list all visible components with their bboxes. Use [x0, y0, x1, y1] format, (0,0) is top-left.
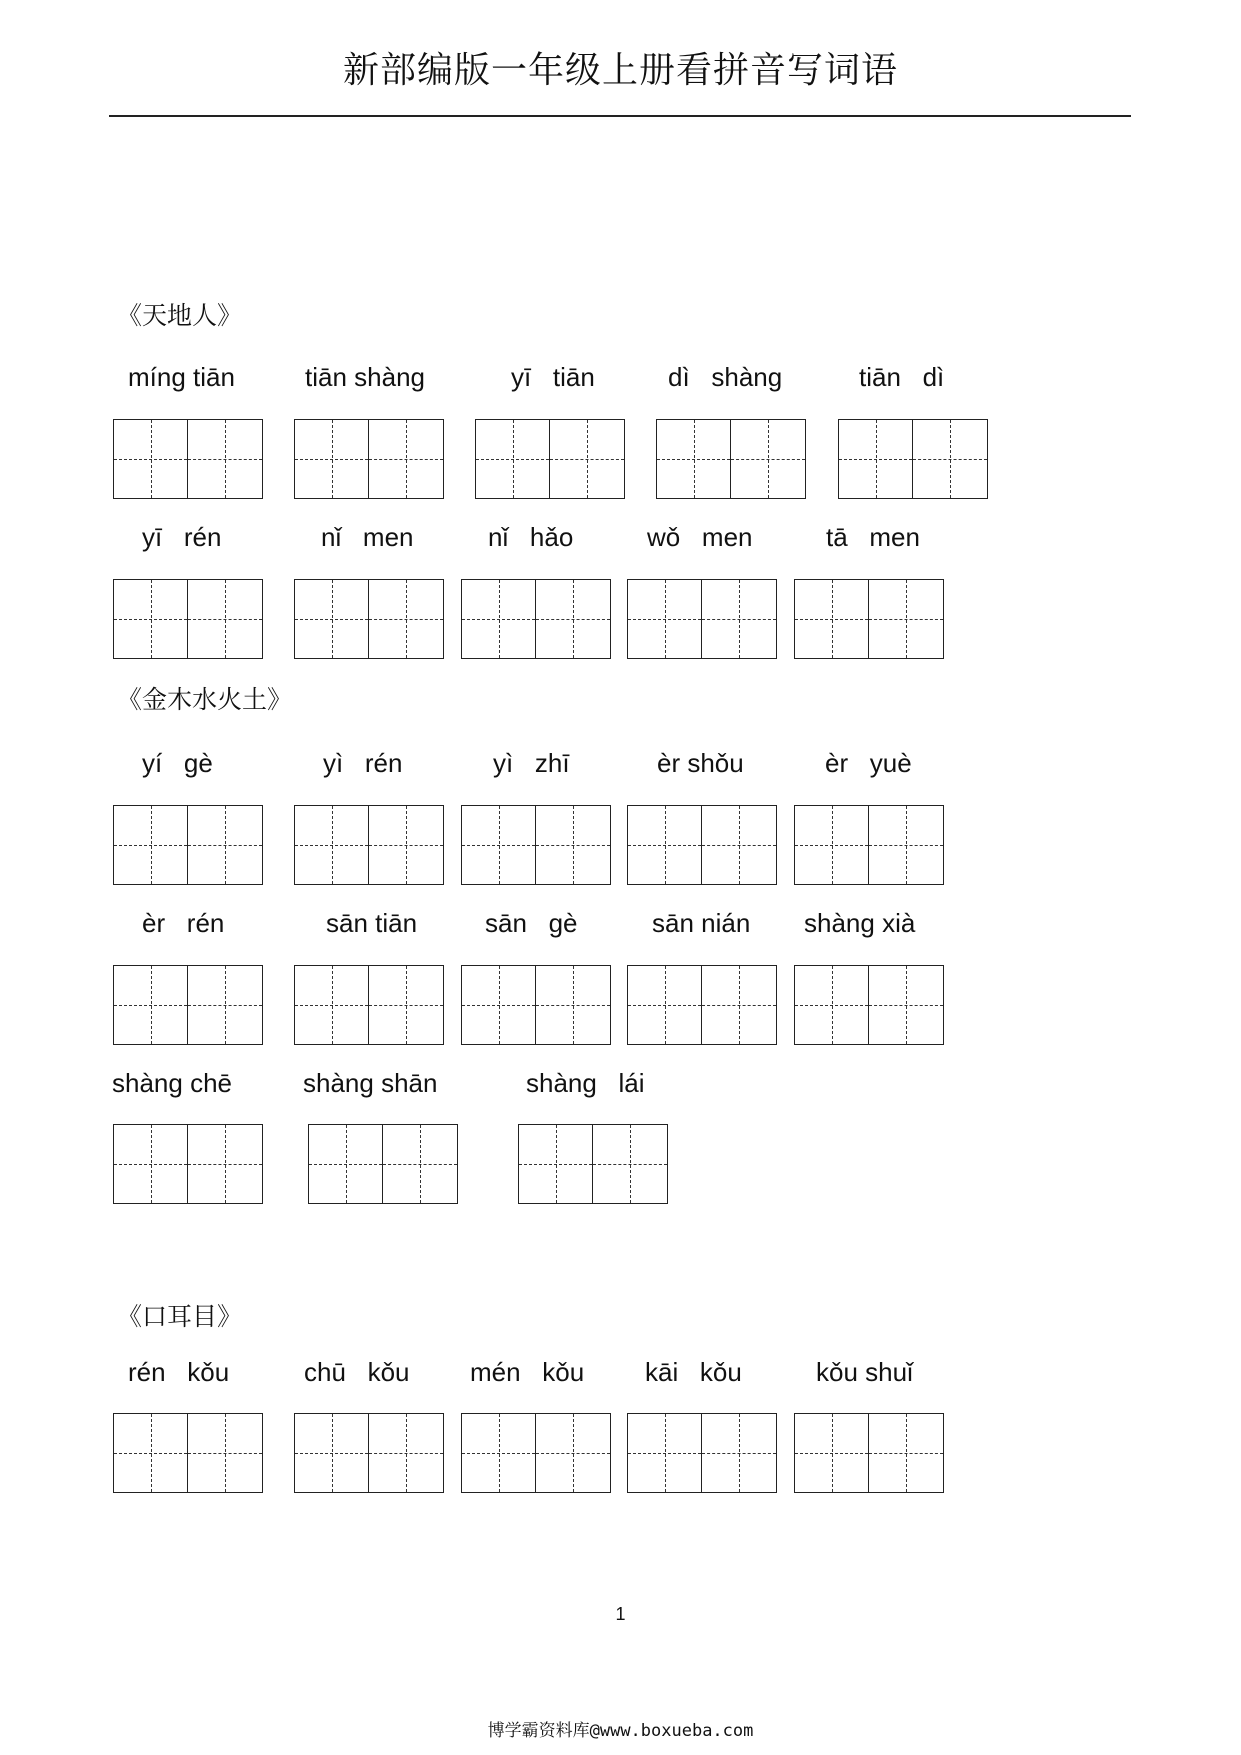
horizontal-guide-line [188, 459, 262, 460]
pinyin-label: wǒ men [647, 522, 753, 552]
horizontal-guide-line [869, 1005, 943, 1006]
horizontal-guide-line [476, 459, 549, 460]
writing-cell[interactable] [114, 1125, 188, 1203]
horizontal-guide-line [369, 619, 443, 620]
horizontal-guide-line [519, 1164, 592, 1165]
pinyin-label: rén kǒu [128, 1357, 230, 1387]
pinyin-label: nǐ men [321, 522, 414, 552]
horizontal-guide-line [309, 1164, 382, 1165]
tianzige-writing-box[interactable] [113, 579, 263, 659]
horizontal-guide-line [628, 619, 701, 620]
horizontal-guide-line [536, 1005, 610, 1006]
horizontal-guide-line [188, 1453, 262, 1454]
tianzige-writing-box[interactable] [838, 419, 988, 499]
tianzige-writing-box[interactable] [461, 965, 611, 1045]
horizontal-guide-line [913, 459, 987, 460]
writing-cell[interactable] [550, 420, 624, 498]
writing-cell[interactable] [295, 420, 369, 498]
pinyin-label: míng tiān [128, 362, 235, 392]
tianzige-writing-box[interactable] [308, 1124, 458, 1204]
writing-cell[interactable] [869, 580, 943, 658]
horizontal-guide-line [188, 1005, 262, 1006]
writing-cell[interactable] [628, 806, 702, 884]
horizontal-guide-line [462, 619, 535, 620]
horizontal-guide-line [628, 845, 701, 846]
pinyin-label: shàng lái [526, 1068, 645, 1098]
writing-cell[interactable] [295, 580, 369, 658]
horizontal-guide-line [702, 1005, 776, 1006]
writing-cell[interactable] [188, 420, 262, 498]
tianzige-writing-box[interactable] [461, 579, 611, 659]
horizontal-guide-line [295, 619, 368, 620]
horizontal-guide-line [114, 845, 187, 846]
horizontal-guide-line [462, 1453, 535, 1454]
horizontal-guide-line [550, 459, 624, 460]
writing-cell[interactable] [628, 966, 702, 1044]
tianzige-writing-box[interactable] [627, 965, 777, 1045]
pinyin-label: shàng xià [804, 908, 916, 938]
writing-cell[interactable] [839, 420, 913, 498]
pinyin-label: yī rén [142, 522, 222, 552]
tianzige-writing-box[interactable] [627, 805, 777, 885]
writing-cell[interactable] [657, 420, 731, 498]
horizontal-guide-line [731, 459, 805, 460]
horizontal-guide-line [795, 1005, 868, 1006]
tianzige-writing-box[interactable] [113, 419, 263, 499]
writing-cell[interactable] [188, 1414, 262, 1492]
horizontal-guide-line [795, 1453, 868, 1454]
section-heading-kouermu: 《口耳目》 [117, 1302, 243, 1331]
horizontal-guide-line [702, 1453, 776, 1454]
writing-cell[interactable] [628, 580, 702, 658]
pinyin-label: yì rén [323, 748, 403, 778]
writing-cell[interactable] [462, 1414, 536, 1492]
tianzige-writing-box[interactable] [294, 1413, 444, 1493]
tianzige-writing-box[interactable] [794, 579, 944, 659]
tianzige-writing-box[interactable] [294, 579, 444, 659]
writing-cell[interactable] [536, 580, 610, 658]
horizontal-guide-line [114, 1164, 187, 1165]
pinyin-label: shàng chē [112, 1068, 232, 1098]
horizontal-guide-line [383, 1164, 457, 1165]
pinyin-label: tiān shàng [305, 362, 425, 392]
horizontal-guide-line [188, 845, 262, 846]
writing-cell[interactable] [114, 1414, 188, 1492]
pinyin-label: èr yuè [825, 748, 912, 778]
section-heading-jinmushuihuotu: 《金木水火土》 [117, 685, 293, 714]
pinyin-label: yí gè [142, 748, 213, 778]
tianzige-writing-box[interactable] [794, 805, 944, 885]
horizontal-guide-line [295, 1453, 368, 1454]
page-number: 1 [615, 1604, 626, 1624]
writing-cell[interactable] [188, 1125, 262, 1203]
writing-cell[interactable] [519, 1125, 593, 1203]
tianzige-writing-box[interactable] [113, 965, 263, 1045]
writing-cell[interactable] [795, 966, 869, 1044]
pinyin-label: dì shàng [668, 362, 783, 392]
writing-cell[interactable] [869, 806, 943, 884]
writing-cell[interactable] [462, 806, 536, 884]
horizontal-guide-line [869, 1453, 943, 1454]
writing-cell[interactable] [702, 580, 776, 658]
horizontal-guide-line [114, 1453, 187, 1454]
horizontal-guide-line [295, 845, 368, 846]
writing-cell[interactable] [795, 806, 869, 884]
horizontal-guide-line [839, 459, 912, 460]
writing-cell[interactable] [702, 966, 776, 1044]
writing-cell[interactable] [795, 580, 869, 658]
pinyin-label: sān gè [485, 908, 578, 938]
tianzige-writing-box[interactable] [294, 965, 444, 1045]
horizontal-guide-line [369, 459, 443, 460]
pinyin-label: yī tiān [511, 362, 595, 392]
writing-cell[interactable] [536, 966, 610, 1044]
horizontal-guide-line [114, 619, 187, 620]
writing-cell[interactable] [593, 1125, 667, 1203]
horizontal-guide-line [869, 845, 943, 846]
tianzige-writing-box[interactable] [461, 805, 611, 885]
title-divider [109, 115, 1131, 117]
writing-cell[interactable] [702, 1414, 776, 1492]
horizontal-guide-line [702, 845, 776, 846]
tianzige-writing-box[interactable] [294, 419, 444, 499]
pinyin-label: sān tiān [326, 908, 418, 938]
tianzige-writing-box[interactable] [518, 1124, 668, 1204]
writing-cell[interactable] [295, 966, 369, 1044]
pinyin-label: yì zhī [493, 748, 570, 778]
horizontal-guide-line [295, 1005, 368, 1006]
writing-cell[interactable] [369, 806, 443, 884]
tianzige-writing-box[interactable] [627, 579, 777, 659]
pinyin-label: chū kǒu [304, 1357, 410, 1387]
section-heading-tiandiren: 《天地人》 [117, 301, 243, 330]
horizontal-guide-line [462, 845, 535, 846]
writing-cell[interactable] [628, 1414, 702, 1492]
horizontal-guide-line [536, 619, 610, 620]
tianzige-writing-box[interactable] [794, 965, 944, 1045]
pinyin-label: kǒu shuǐ [816, 1357, 913, 1387]
tianzige-writing-box[interactable] [113, 1413, 263, 1493]
writing-cell[interactable] [476, 420, 550, 498]
horizontal-guide-line [536, 1453, 610, 1454]
writing-cell[interactable] [702, 806, 776, 884]
horizontal-guide-line [369, 1005, 443, 1006]
writing-cell[interactable] [309, 1125, 383, 1203]
horizontal-guide-line [536, 845, 610, 846]
writing-cell[interactable] [869, 1414, 943, 1492]
tianzige-writing-box[interactable] [113, 1124, 263, 1204]
writing-cell[interactable] [188, 580, 262, 658]
writing-cell[interactable] [295, 1414, 369, 1492]
writing-cell[interactable] [114, 966, 188, 1044]
writing-cell[interactable] [114, 806, 188, 884]
pinyin-label: tiān dì [859, 362, 945, 392]
tianzige-writing-box[interactable] [294, 805, 444, 885]
horizontal-guide-line [114, 459, 187, 460]
tianzige-writing-box[interactable] [475, 419, 625, 499]
writing-cell[interactable] [295, 806, 369, 884]
tianzige-writing-box[interactable] [461, 1413, 611, 1493]
pinyin-label: mén kǒu [470, 1357, 585, 1387]
writing-cell[interactable] [869, 966, 943, 1044]
horizontal-guide-line [295, 459, 368, 460]
pinyin-label: sān nián [652, 908, 751, 938]
pinyin-label: èr shǒu [657, 748, 744, 778]
writing-cell[interactable] [731, 420, 805, 498]
writing-cell[interactable] [462, 580, 536, 658]
pinyin-label: shàng shān [303, 1068, 438, 1098]
horizontal-guide-line [462, 1005, 535, 1006]
writing-cell[interactable] [188, 806, 262, 884]
horizontal-guide-line [188, 619, 262, 620]
horizontal-guide-line [795, 845, 868, 846]
horizontal-guide-line [593, 1164, 667, 1165]
writing-cell[interactable] [462, 966, 536, 1044]
writing-cell[interactable] [536, 806, 610, 884]
horizontal-guide-line [114, 1005, 187, 1006]
writing-cell[interactable] [114, 580, 188, 658]
writing-cell[interactable] [114, 420, 188, 498]
horizontal-guide-line [628, 1453, 701, 1454]
tianzige-writing-box[interactable] [113, 805, 263, 885]
writing-cell[interactable] [913, 420, 987, 498]
pinyin-label: èr rén [142, 908, 225, 938]
writing-cell[interactable] [369, 420, 443, 498]
horizontal-guide-line [795, 619, 868, 620]
horizontal-guide-line [188, 1164, 262, 1165]
pinyin-label: nǐ hǎo [488, 522, 574, 552]
writing-cell[interactable] [795, 1414, 869, 1492]
writing-cell[interactable] [383, 1125, 457, 1203]
horizontal-guide-line [702, 619, 776, 620]
horizontal-guide-line [657, 459, 730, 460]
horizontal-guide-line [869, 619, 943, 620]
pinyin-label: kāi kǒu [645, 1357, 742, 1387]
horizontal-guide-line [369, 1453, 443, 1454]
page-title: 新部编版一年级上册看拼音写词语 [342, 50, 898, 91]
writing-cell[interactable] [369, 580, 443, 658]
writing-cell[interactable] [369, 1414, 443, 1492]
tianzige-writing-box[interactable] [627, 1413, 777, 1493]
footer-watermark: 博学霸资料库@www.boxueba.com [487, 1721, 754, 1741]
tianzige-writing-box[interactable] [656, 419, 806, 499]
pinyin-label: tā men [826, 522, 920, 552]
writing-cell[interactable] [536, 1414, 610, 1492]
tianzige-writing-box[interactable] [794, 1413, 944, 1493]
horizontal-guide-line [628, 1005, 701, 1006]
horizontal-guide-line [369, 845, 443, 846]
writing-cell[interactable] [188, 966, 262, 1044]
writing-cell[interactable] [369, 966, 443, 1044]
